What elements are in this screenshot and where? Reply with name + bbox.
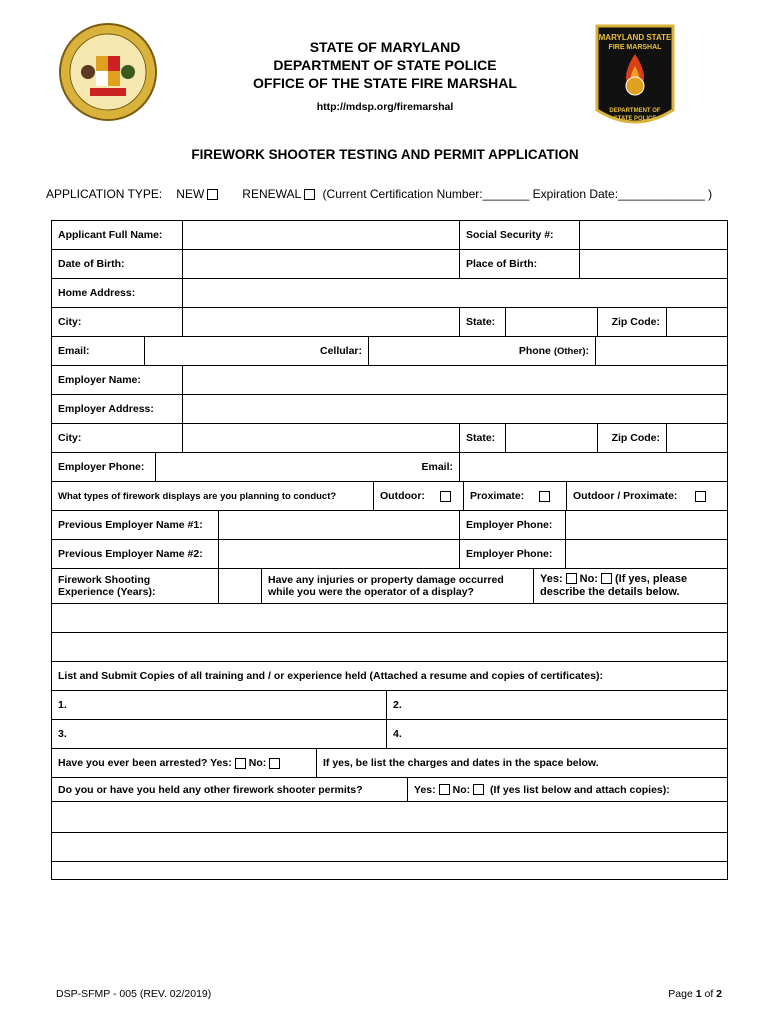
dob-input[interactable] (183, 250, 460, 278)
employer-phone-label: Employer Phone: (52, 453, 156, 481)
prev-employer-2-phone-label: Employer Phone: (460, 540, 566, 568)
row-prev-employer-1 (52, 511, 727, 540)
phone-other-input[interactable] (596, 337, 727, 365)
permits-no-label: No: (452, 783, 471, 796)
home-address-label: Home Address: (52, 279, 183, 307)
emp-zip-input[interactable] (667, 424, 727, 452)
injury-answer (534, 569, 727, 603)
injury-details-line-1[interactable] (52, 604, 727, 633)
arrested-yes-checkbox[interactable] (235, 758, 246, 769)
page-total: 2 (716, 988, 722, 1000)
row-training (52, 662, 727, 691)
city-label: City: (52, 308, 183, 336)
dob-label: Date of Birth: (52, 250, 183, 278)
phone-other-colon: : (585, 345, 589, 357)
outdoor-proximate-checkbox[interactable] (695, 491, 706, 502)
injury-yes-label: Yes: (540, 573, 563, 585)
prev-employer-1-phone-label: Employer Phone: (460, 511, 566, 539)
emp-state-label: State: (460, 424, 506, 452)
employer-name-input[interactable] (183, 366, 727, 394)
row-prev-employer-2 (52, 540, 727, 569)
application-form (51, 220, 728, 880)
state-input[interactable] (506, 308, 598, 336)
row-employer-phone (52, 453, 727, 482)
prev-employer-2-input[interactable] (219, 540, 460, 568)
outdoor-proximate-label: Outdoor / Proximate: (573, 490, 678, 502)
row-city (52, 308, 727, 337)
experience-label (52, 569, 219, 603)
prev-employer-2-phone-input[interactable] (566, 540, 727, 568)
prev-employer-1-input[interactable] (219, 511, 460, 539)
experience-input[interactable] (219, 569, 262, 603)
home-address-input[interactable] (183, 279, 727, 307)
permits-yes-label: Yes: (414, 783, 436, 796)
phone-other-text: Phone (518, 345, 551, 357)
training-item-1[interactable]: 1. (52, 691, 387, 719)
ssn-input[interactable] (580, 221, 727, 249)
certification-text: (Current Certification Number:_______ Expiration Date:_____________ ) (322, 187, 713, 201)
ssn-label: Social Security #: (460, 221, 580, 249)
row-display-types (52, 482, 727, 511)
experience-label-line-2: Experience (Years): (58, 586, 156, 598)
outdoor-checkbox[interactable] (440, 491, 451, 502)
injury-question-line-2: while you were the operator of a display? (268, 586, 474, 598)
row-training-1-2 (52, 691, 727, 720)
arrested-question (52, 749, 317, 777)
employer-name-label: Employer Name: (52, 366, 183, 394)
svg-text:STATE POLICE: STATE POLICE (613, 116, 657, 122)
page-of: of (701, 988, 717, 1000)
header (0, 38, 770, 113)
emp-email-label: Email: (156, 453, 460, 481)
training-item-2[interactable]: 2. (393, 699, 402, 711)
row-permits (52, 778, 727, 802)
injury-question-line-1: Have any injuries or property damage occurred (268, 574, 504, 586)
row-arrested (52, 749, 727, 778)
pob-label: Place of Birth: (460, 250, 580, 278)
email-label: Email: (52, 337, 145, 365)
state-label: State: (460, 308, 506, 336)
emp-email-input[interactable] (460, 453, 727, 481)
form-id: DSP-SFMP - 005 (REV. 02/2019) (56, 988, 212, 1000)
training-item-4[interactable]: 4. (393, 728, 402, 740)
zip-label: Zip Code: (598, 308, 667, 336)
outdoor-option (374, 482, 464, 510)
training-label: List and Submit Copies of all training and / or experience held (Attached a resume and copies of certificates): (58, 670, 603, 682)
outdoor-proximate-option (567, 482, 727, 510)
emp-zip-label: Zip Code: (598, 424, 667, 452)
prev-employer-1-phone-input[interactable] (566, 511, 727, 539)
permits-question: Do you or have you held any other firework shooter permits? (52, 778, 408, 801)
phone-other-label (369, 337, 596, 365)
page-current: 1 (695, 988, 702, 1000)
pob-input[interactable] (580, 250, 727, 278)
application-type (46, 187, 716, 201)
full-name-label: Applicant Full Name: (52, 221, 183, 249)
prev-employer-2-label: Previous Employer Name #2: (52, 540, 219, 568)
injury-details-line-2[interactable] (52, 633, 727, 662)
svg-text:DEPARTMENT OF: DEPARTMENT OF (609, 108, 661, 114)
permits-answer (408, 778, 727, 801)
page-number (668, 988, 722, 1000)
header-line-1: STATE OF MARYLAND (309, 39, 461, 55)
row-full-name (52, 221, 727, 250)
outdoor-label: Outdoor: (380, 490, 425, 502)
proximate-checkbox[interactable] (539, 491, 550, 502)
row-dob (52, 250, 727, 279)
proximate-option (464, 482, 567, 510)
display-types-question: What types of firework displays are you planning to conduct? (52, 482, 374, 510)
header-line-3: OFFICE OF THE STATE FIRE MARSHAL (253, 75, 517, 91)
phone-other-qualifier: (Other) (553, 345, 586, 357)
header-line-2: DEPARTMENT OF STATE POLICE (273, 57, 497, 73)
permits-details-line-3[interactable] (52, 862, 727, 879)
emp-city-label: City: (52, 424, 183, 452)
injury-yes-checkbox[interactable] (566, 573, 577, 584)
injury-no-checkbox[interactable] (601, 573, 612, 584)
employer-address-label: Employer Address: (52, 395, 183, 423)
proximate-label: Proximate: (470, 490, 525, 502)
permits-note: (If yes list below and attach copies): (490, 783, 670, 796)
application-type-label: APPLICATION TYPE: (46, 187, 163, 201)
row-home-address (52, 279, 727, 308)
svg-text:FIRE MARSHAL: FIRE MARSHAL (608, 44, 662, 51)
row-experience (52, 569, 727, 604)
employer-address-input[interactable] (183, 395, 727, 423)
permits-details-line-1[interactable] (52, 802, 727, 833)
experience-label-line-1: Firework Shooting (58, 574, 151, 586)
row-employer-name (52, 366, 727, 395)
form-title: FIREWORK SHOOTER TESTING AND PERMIT APPLICATION (191, 147, 579, 162)
row-training-3-4 (52, 720, 727, 749)
row-email (52, 337, 727, 366)
injury-question (262, 569, 534, 603)
permits-no-checkbox[interactable] (473, 784, 484, 795)
injury-no-label: No: (579, 573, 598, 585)
injury-note-line-2: describe the details below. (540, 586, 680, 598)
row-employer-city (52, 424, 727, 453)
cellular-label: Cellular: (145, 337, 369, 365)
emp-city-input[interactable] (183, 424, 460, 452)
arrested-no-checkbox[interactable] (269, 758, 280, 769)
arrested-no-label: No: (248, 757, 267, 769)
renewal-checkbox[interactable] (304, 189, 315, 200)
page-label: Page (668, 988, 696, 1000)
arrested-label: Have you ever been arrested? Yes: (58, 757, 232, 769)
new-checkbox[interactable] (207, 189, 218, 200)
website-link[interactable]: http://mdsp.org/firemarshal (316, 101, 454, 113)
svg-text:MARYLAND STATE: MARYLAND STATE (598, 33, 672, 42)
renewal-label: RENEWAL (242, 187, 302, 201)
prev-employer-1-label: Previous Employer Name #1: (52, 511, 219, 539)
full-name-input[interactable] (183, 221, 460, 249)
emp-state-input[interactable] (506, 424, 598, 452)
training-item-3[interactable]: 3. (52, 720, 387, 748)
arrested-note: If yes, be list the charges and dates in the space below. (323, 757, 599, 769)
row-employer-address (52, 395, 727, 424)
zip-input[interactable] (667, 308, 727, 336)
city-input[interactable] (183, 308, 460, 336)
permits-yes-checkbox[interactable] (439, 784, 450, 795)
injury-note-line-1: (If yes, please (614, 573, 688, 585)
new-label: NEW (176, 187, 205, 201)
permits-details-line-2[interactable] (52, 833, 727, 862)
